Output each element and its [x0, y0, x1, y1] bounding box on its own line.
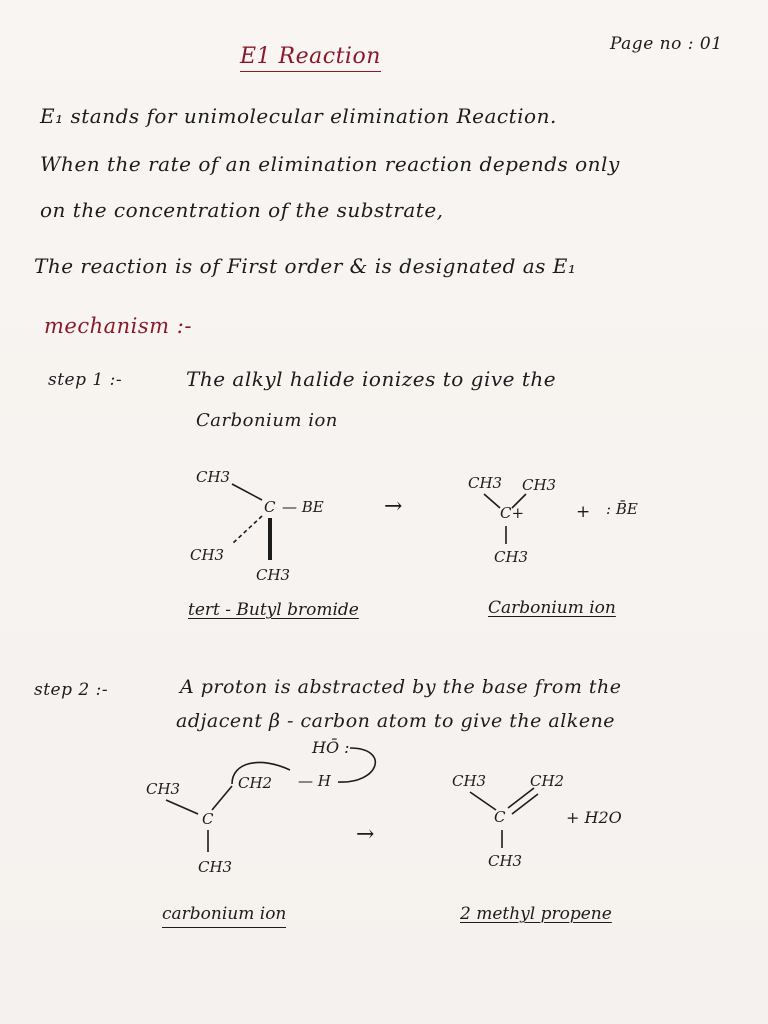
step1-text-2: Carbonium ion	[196, 410, 338, 431]
step1-product-ch3-a: CH3	[468, 474, 503, 492]
bond-s2-ch2-c	[212, 786, 232, 810]
step2-reactant-ch2: CH2	[238, 774, 273, 792]
step1-reactant-c: C	[264, 498, 276, 516]
step2-text-1: A proton is abstracted by the base from the	[180, 676, 622, 698]
step2-water: + H2O	[566, 808, 622, 827]
curved-arrow-base	[338, 748, 375, 782]
step2-reactant-c: C	[202, 810, 214, 828]
page-number: Page no : 01	[610, 34, 723, 54]
step1-bromide-ion: : B̄E	[606, 500, 638, 518]
bond-s2p-ch3-c	[470, 792, 496, 810]
step2-product-name: 2 methyl propene	[460, 904, 612, 924]
page-title: E1 Reaction	[240, 44, 381, 69]
intro-line-4: The reaction is of First order & is designated as E₁	[34, 254, 577, 278]
step1-product-name: Carbonium ion	[488, 598, 616, 618]
step2-reactant-h: — H	[298, 772, 331, 790]
intro-line-3: on the concentration of the substrate,	[40, 198, 444, 222]
bond-dashed	[232, 516, 262, 544]
step1-product-ch3-b: CH3	[522, 476, 557, 494]
step2-product-ch2: CH2	[530, 772, 565, 790]
step1-reactant-ch3-bottom: CH3	[256, 566, 291, 584]
bond-s2p-double-1	[508, 788, 534, 808]
intro-line-2: When the rate of an elimination reaction depends only	[40, 152, 620, 176]
step2-reactant-ch3-bottom: CH3	[198, 858, 233, 876]
step1-product-plus: +	[576, 502, 591, 522]
step1-reactant-ch3-top: CH3	[196, 468, 231, 486]
bond-prod-b	[512, 494, 526, 508]
step2-reactant-name: carbonium ion	[162, 904, 286, 928]
step1-reactant-br: — BE	[282, 498, 324, 516]
step1-text-1: The alkyl halide ionizes to give the	[186, 367, 557, 391]
step2-label: step 2 :-	[34, 680, 109, 700]
step2-reaction-arrow: →	[356, 822, 375, 847]
step2-base: HŌ :	[312, 738, 350, 757]
step1-reactant-ch3-left: CH3	[190, 546, 225, 564]
step1-product-ch3-bottom: CH3	[494, 548, 529, 566]
step2-product-ch3-left: CH3	[452, 772, 487, 790]
step1-reaction-arrow: →	[384, 494, 403, 519]
step2-text-2: adjacent β - carbon atom to give the alkene	[176, 710, 616, 732]
intro-line-1: E₁ stands for unimolecular elimination Reaction.	[40, 104, 557, 128]
mechanism-heading: mechanism :-	[44, 314, 192, 338]
bond-ch3-c	[232, 484, 262, 500]
step1-reactant-name: tert - Butyl bromide	[188, 600, 359, 620]
bond-s2-ch3-c	[166, 800, 198, 814]
step2-product-c: C	[494, 808, 506, 826]
bond-s2p-double-2	[512, 794, 538, 814]
bond-prod-a	[484, 494, 500, 508]
curved-arrow-electron	[232, 762, 290, 784]
step2-product-ch3-bottom: CH3	[488, 852, 523, 870]
step1-product-c-plus: C+	[500, 504, 525, 522]
step2-reactant-ch3-left: CH3	[146, 780, 181, 798]
step1-label: step 1 :-	[48, 370, 123, 390]
